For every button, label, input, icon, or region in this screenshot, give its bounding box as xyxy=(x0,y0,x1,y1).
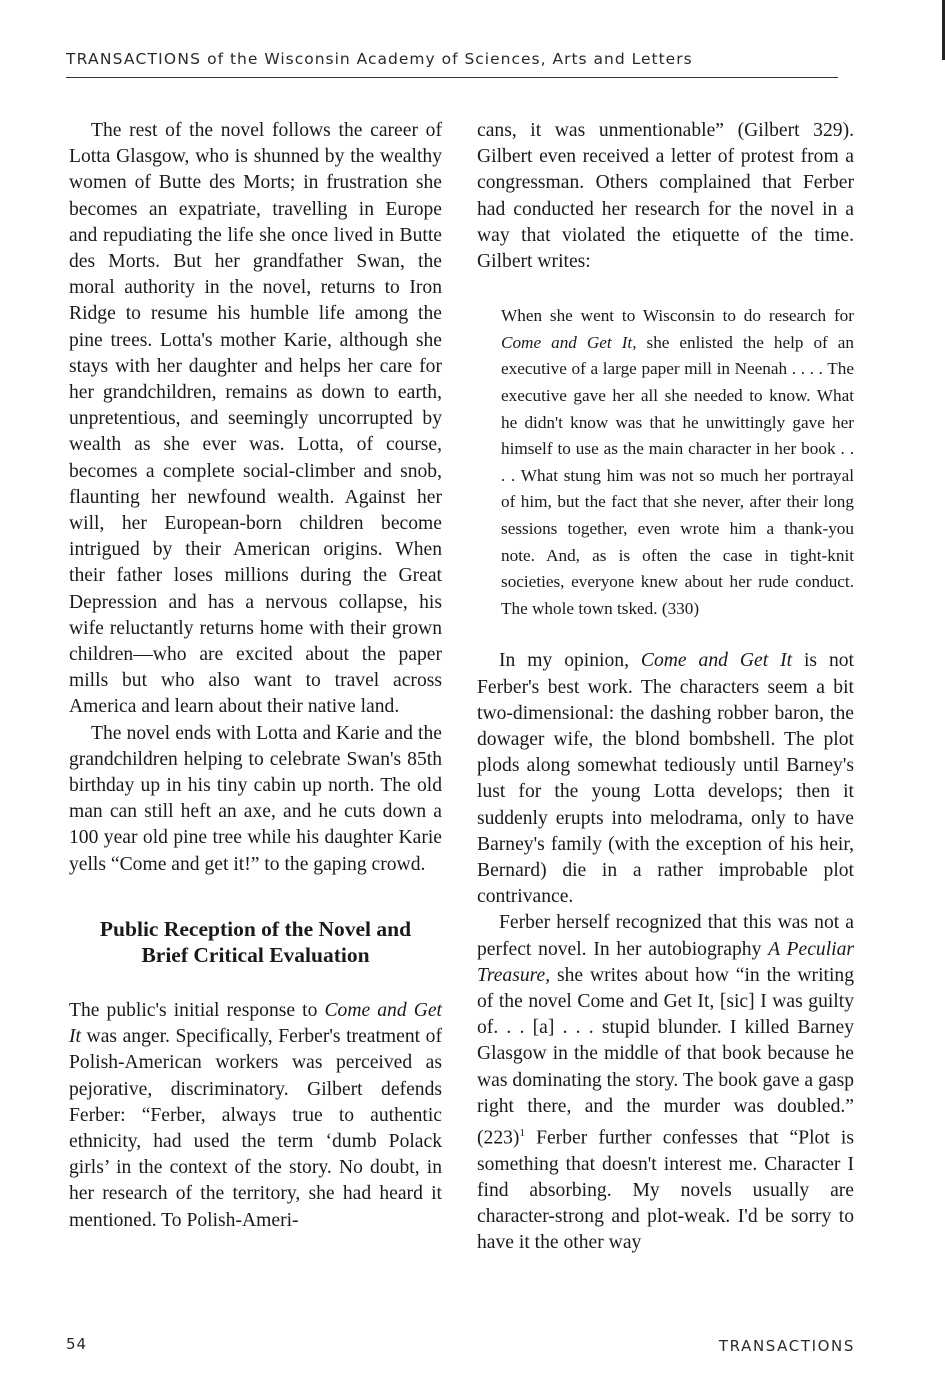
left-paragraph-3-rest: was anger. Specifically, Ferber's treatment of Polish-American workers was perceived as pejorative, discriminatory. Gilbert defends Ferber: “Ferber, always true to authentic ethnicity, had used the term ‘dumb Polack girls’ in the context of the story. No doubt, in her research of the territory, she had heard it mentioned. To Polish-Ameri- xyxy=(69,1026,442,1231)
right-paragraph-2-start: In my opinion, xyxy=(499,650,641,672)
left-paragraph-1: The rest of the novel follows the career of Lotta Glasgow, who is shunned by the wealthy women of Butte des Morts; in frustration she becomes an expatriate, travelling in Europe and repudiating the life she once lived in Butte des Morts. But her grandfather Swan, the moral authority in the novel, returns to Iron Ridge to resume his humble life among the pine trees. Lotta's mother Karie, although she stays with her daughter and helps her care for her grandchildren, remains as down to earth, unpretentious, and seemingly uncorrupted by wealth as she ever was. Lotta, of course, becomes a complete social-climber and snob, flaunting her newfound wealth. Against her will, her European-born children become intrigued by their American origins. When their father loses millions during the Great Depression and has a nervous collapse, his wife reluctantly returns home with their grown children—who are excited about the paper mills but who also want to travel across America and learn about their native land. xyxy=(69,120,442,718)
block-quote-start: When she went to Wisconsin to do research for xyxy=(501,306,854,326)
right-paragraph-3 xyxy=(477,910,854,1256)
running-header xyxy=(66,50,838,68)
right-paragraph-3-start: Ferber herself recognized that this was not a perfect novel. In her autobiography xyxy=(477,912,854,960)
block-quote xyxy=(501,303,854,622)
running-footer: TRANSACTIONS xyxy=(718,1337,855,1355)
left-paragraph-2: The novel ends with Lotta and Karie and the grandchildren helping to celebrate Swan's 85th birthday up in his tiny cabin up north. The old man can still heft an axe, and he cuts down a 100 year old pine tree while his daughter Karie yells “Come and get it!” to the gaping crowd. xyxy=(69,722,442,875)
section-heading-line-2: Brief Critical Evaluation xyxy=(141,942,370,967)
right-paragraph-3-end: Ferber further confesses that “Plot is something that doesn't interest me. Character I find absorbing. My novels usually are character-strong and plot-weak. I'd be sorry to have it the other way xyxy=(477,1127,854,1254)
block-quote-rest: she enlisted the help of an executive of a large paper mill in Neenah . . . . The executive gave her all she needed to know. What he didn't know was that he unwittingly gave her himself to use as the main character in her book . . . . What stung him was not so much her portrayal of him, but the fact that she never, after their long sessions together, even wrote him a thank-you note. And, as is often the case in tight-knit societies, everyone knew about her rude conduct. The whole town tsked. (330) xyxy=(501,332,854,618)
right-paragraph-2-rest: is not Ferber's best work. The characters seem a bit two-dimensional: the dashing robber baron, the dowager wife, the blond bombshell. The plot plods along somewhat tediously until Barney's lust for the young Lotta develops; then it suddenly erupts into melodrama, only to have Barney's family (with the exception of his heir, Bernard) die in a rather improbable plot contrivance. xyxy=(477,650,855,908)
left-paragraph-3-start: The public's initial response to xyxy=(69,999,325,1021)
header-rule xyxy=(66,77,838,78)
running-header-subtitle: of the Wisconsin Academy of Sciences, Arts and Letters xyxy=(201,50,693,68)
right-paragraph-2 xyxy=(477,648,854,910)
section-heading-line-1: Public Reception of the Novel and xyxy=(99,916,412,941)
running-header-journal: TRANSACTIONS xyxy=(66,50,202,68)
section-heading xyxy=(69,916,442,968)
page-number: 54 xyxy=(66,1335,88,1353)
opinion-book-title: Come and Get It xyxy=(640,650,793,672)
book-title: Come and Get It xyxy=(69,999,442,1048)
block-quote-text xyxy=(501,303,854,622)
autobiography-title: A Peculiar Treasure, xyxy=(477,938,855,986)
right-column xyxy=(477,118,854,1257)
footnote-marker: 1 xyxy=(519,1127,525,1139)
quote-book-title: Come and Get It, xyxy=(501,332,637,352)
left-paragraph-3 xyxy=(69,998,442,1234)
right-paragraph-1: cans, it was unmentionable” (Gilbert 329). Gilbert even received a letter of protest from a congressman. Others complained that Ferber had conducted her research for the novel in a way that violated the etiquette of the time. Gilbert writes: xyxy=(477,120,854,273)
right-paragraph-3-middle: she writes about how “in the writing of the novel Come and Get It, [sic] I was guilty of. . . [a] . . . stupid blunder. I killed Barney Glasgow in the middle of that book because he was dominating the story. The book gave a gasp right there, and the murder was doubled.” (223) xyxy=(477,964,854,1149)
left-column xyxy=(69,118,442,1234)
